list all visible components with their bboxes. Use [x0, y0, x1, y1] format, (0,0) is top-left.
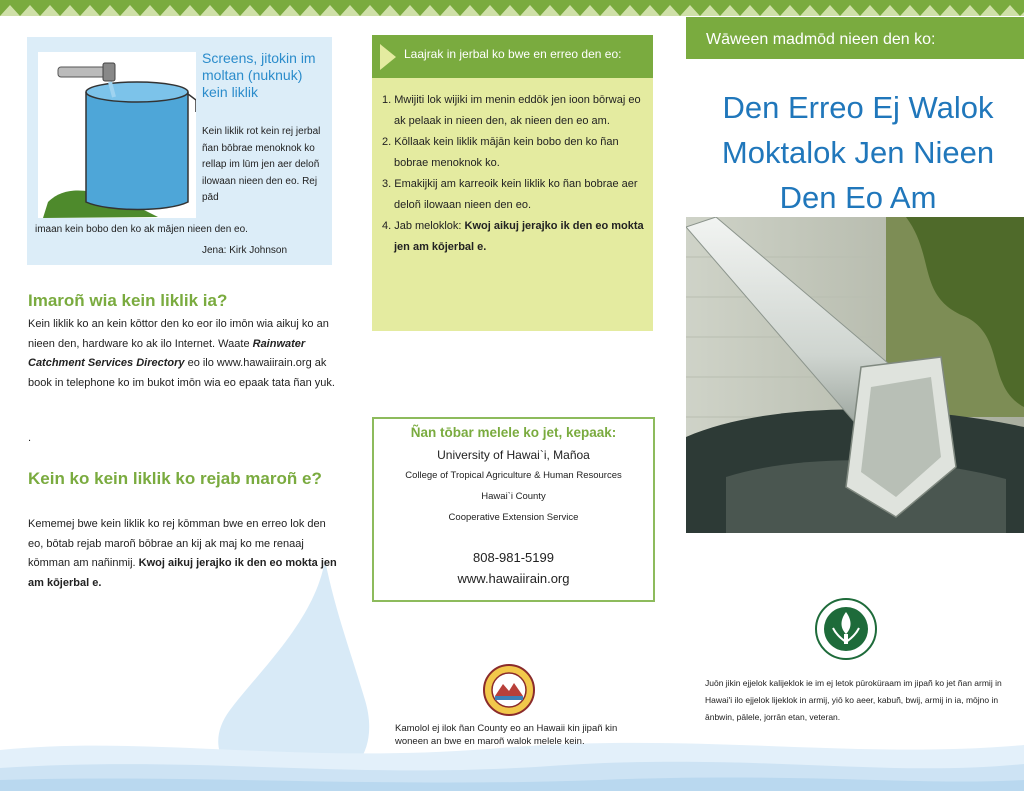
title-line-2: Moktalok Jen Nieen: [721, 135, 995, 170]
section-heading-where-to-buy: Imaroñ wia kein liklik ia?: [28, 291, 228, 310]
contact-county: Hawai`i County: [481, 491, 546, 502]
contact-website-link[interactable]: www.hawaiirain.org: [457, 571, 570, 586]
steps-title: Laajrak in jerbal ko bwe en erreo den eo:: [404, 47, 622, 61]
top-decorative-band: [0, 0, 1024, 16]
county-acknowledgement: Kamolol ej ilok ñan County eo an Hawaii kin jipañ kin woneen an bwe en maroñ walok melele kein.: [395, 723, 618, 747]
nondiscrimination-statement: Juōn jikin ejjelok kalijeklok ie im ej letok pūroküraam im jipañ ko jet ñan armij in Hawai'i ilo ejjelok lijeklok in armij, yiō ko aeer, kabuñ, bwij, armij in ia, mōjno in ānbwin, pālele, jorrān etan, veteran.: [705, 678, 1002, 722]
callout-tail-text: imaan kein bobo den ko ak mājen nieen den eo.: [35, 224, 248, 235]
where-to-buy-text-c: eo ilo www.hawaiirain.org ak book in telephone ko im bukot imōn wia eo epaak tata ñan yuk.: [28, 357, 335, 389]
steps-list: [382, 90, 644, 258]
image-credit: Jena: Kirk Johnson: [202, 245, 288, 256]
contact-phone[interactable]: 808-981-5199: [473, 550, 554, 565]
contact-university: University of Hawai`i, Mañoa: [437, 448, 590, 462]
limitations-bold-text: Kwoj aikuj jerajko ik den eo mokta jen am kōjerbal e.: [28, 557, 337, 589]
university-seal-logo: [815, 598, 877, 660]
water-tank-illustration: [38, 52, 196, 218]
section-body-where-to-buy: [28, 315, 338, 393]
stray-dot: .: [28, 432, 32, 444]
list-item: 2. Kōllaak kein liklik mājān kein bobo den ko ñan bobrae menoknok ko.: [382, 136, 619, 169]
directory-name: Rainwater Catchment Services Directory: [28, 337, 306, 369]
limitations-text-a: Kememej bwe kein liklik ko rej kōmman bwe en erreo lok den eo, bōtab rejab maroñ bōbrae an kij ak maj ko me renaaj kōmman am nañinmij.: [28, 518, 326, 569]
banner-text: Wāween madmōd nieen den ko:: [706, 31, 936, 48]
section-heading-limitations: Kein ko kein liklik ko rejab maroñ e?: [28, 469, 322, 488]
county-seal-logo: [483, 664, 535, 716]
where-to-buy-text-a: Kein liklik ko an kein kōttor den ko eor ilo imōn wia aikuj ko an nieen den, hardware ko ak ilo Internet. Waate: [28, 318, 329, 350]
contact-college: College of Tropical Agriculture & Human Resources: [405, 470, 622, 481]
list-item: 1. Mwijiti lok wijiki im menin eddōk jen ioon bōrwaj eo ak pelaak in nieen den, ak nieen den eo am.: [382, 94, 641, 127]
contact-service: Cooperative Extension Service: [448, 512, 579, 523]
arrow-right-icon: [380, 44, 396, 70]
downspout-photo: [686, 217, 1024, 533]
list-item: 3. Emakijkij am karreoik kein liklik ko ñan bobrae aer deloñ ilowaan nieen den eo.: [382, 178, 638, 211]
step-4-bold: Kwoj aikuj jerajko ik den eo mokta jen am kōjerbal e.: [394, 220, 644, 253]
brochure-title: [690, 85, 1024, 220]
title-line-3: Den Eo Am: [779, 180, 937, 215]
callout-body: Kein liklik rot kein rej jerbal ñan bōbrae menoknok ko rellap im lūm jen aer deloñ ilowaan nieen den eo. Rej pād: [202, 126, 321, 203]
title-line-1: Den Erreo Ej Walok: [722, 90, 994, 125]
callout-title: Screens, jitokin im moltan (nuknuk) kein liklik: [202, 50, 316, 100]
contact-title: Ñan tōbar melele ko jet, kepaak:: [410, 425, 617, 440]
list-item: 4. Jab meloklok: Kwoj aikuj jerajko ik den eo mokta jen am kōjerbal e.: [382, 220, 644, 253]
section-body-limitations: [28, 515, 338, 593]
